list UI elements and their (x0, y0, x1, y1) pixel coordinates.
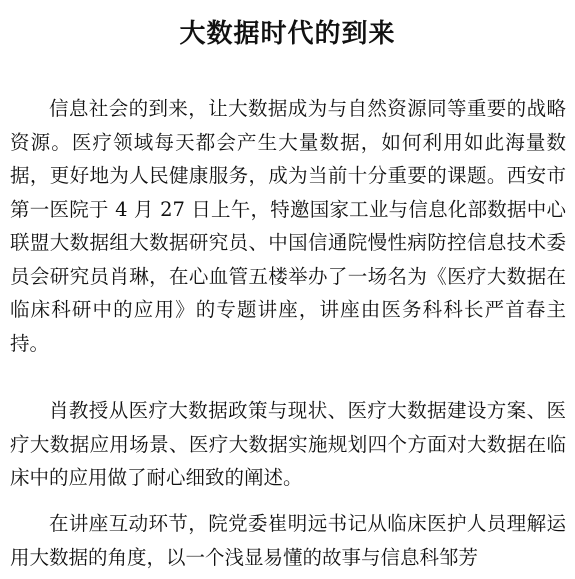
document-title: 大数据时代的到来 (179, 19, 396, 49)
paragraph-1: 信息社会的到来，让大数据成为与自然资源同等重要的战略资源。医疗领域每天都会产生大量数据，如何利用如此海量数据，更好地为人民健康服务，成为当前十分重要的课题。西安市第一医院于 4 月 27 日上午，特邀国家工业与信息化部数据中心联盟大数据组大数据研究员、中国信通院慢性病防控信息技术委员会研究员肖琳，在心血管五楼举办了一场名为《医疗大数据在临床科研中的应用》的专题讲座，讲座由医务科科长严首春主持。 (10, 97, 566, 355)
paragraph-2: 肖教授从医疗大数据政策与现状、医疗大数据建设方案、医疗大数据应用场景、医疗大数据实施规划四个方面对大数据在临床中的应用做了耐心细致的阐述。 (10, 399, 566, 489)
paragraph-3: 在讲座互动环节，院党委崔明远书记从临床医护人员理解运用大数据的角度，以一个浅显易懂的故事与信息科邹芳 (10, 512, 566, 569)
